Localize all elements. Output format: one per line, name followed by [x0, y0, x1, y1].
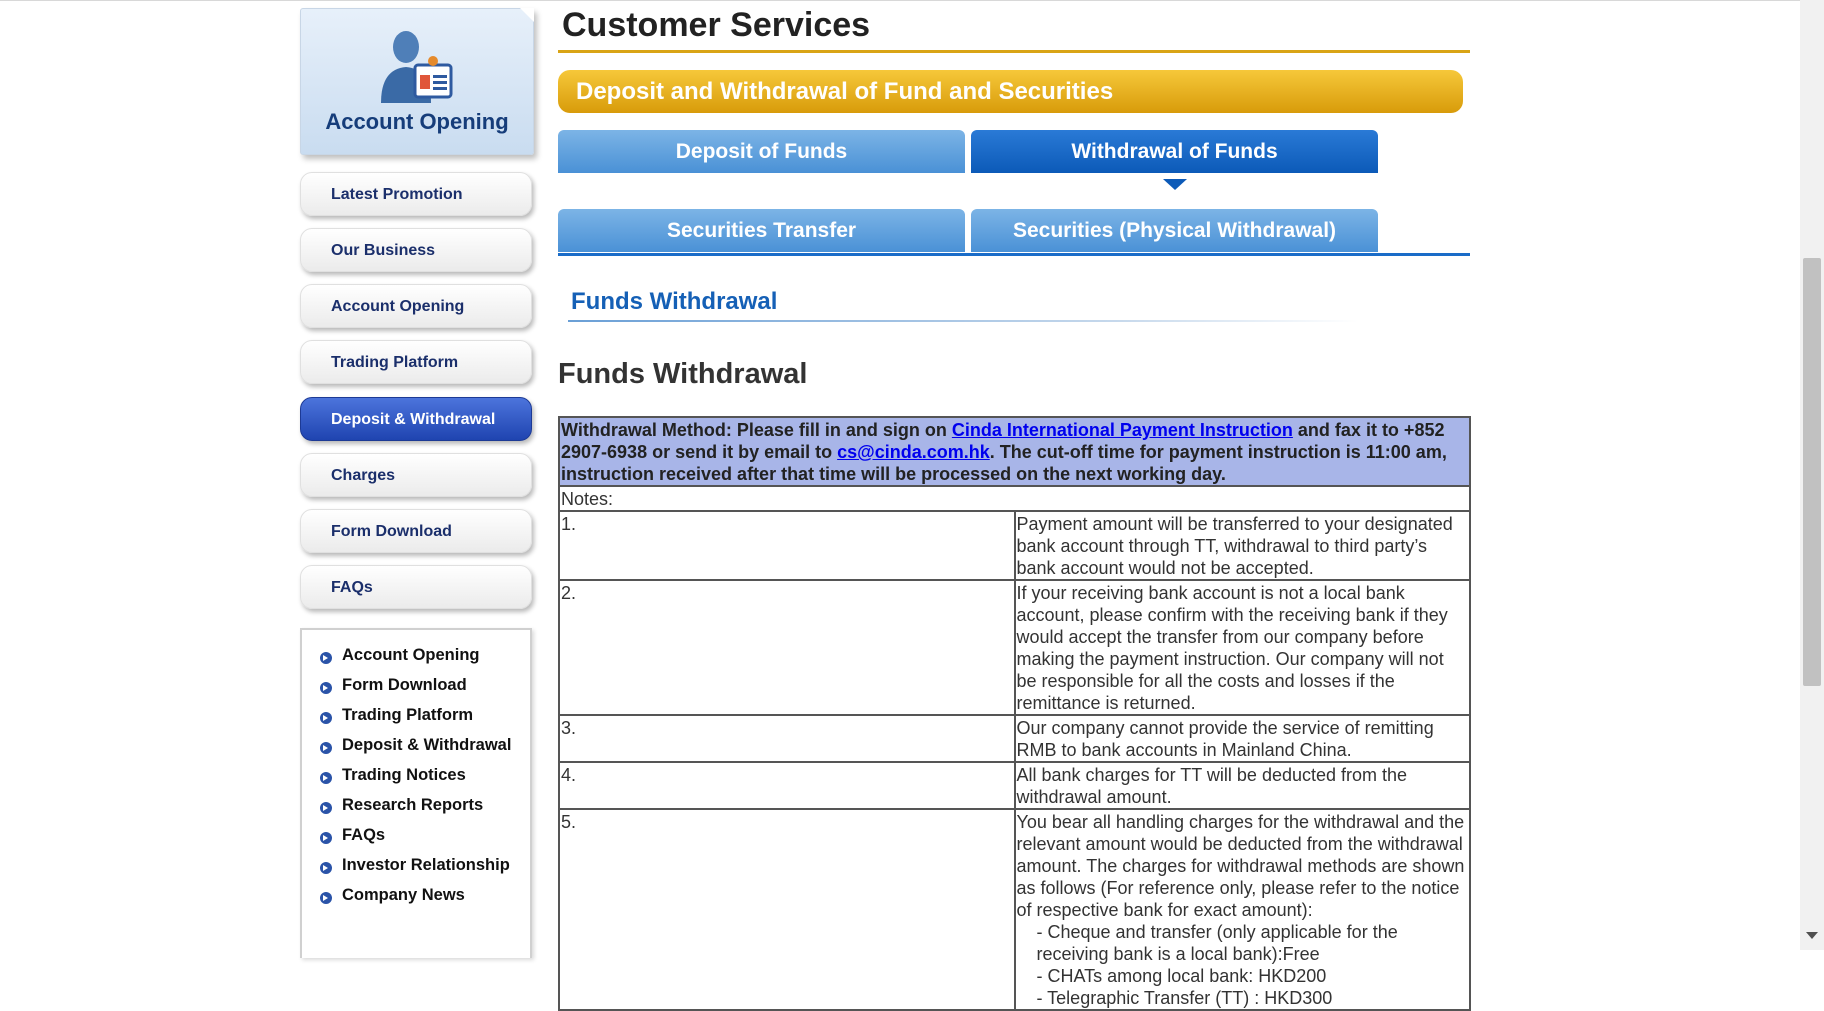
top-border [0, 0, 1824, 1]
note-row [559, 580, 1470, 715]
quick-link-investor-relationship[interactable] [320, 856, 510, 878]
tab-withdrawal-of-funds[interactable]: Withdrawal of Funds [971, 130, 1378, 173]
arrow-bullet-icon [320, 892, 332, 904]
nav-our-business[interactable]: Our Business [300, 228, 532, 272]
arrow-bullet-icon [320, 682, 332, 694]
nav-charges[interactable]: Charges [300, 453, 532, 497]
nav-form-download[interactable]: Form Download [300, 509, 532, 553]
quick-link-trading-platform[interactable] [320, 706, 473, 728]
quick-links-box [300, 628, 532, 958]
tab-securities-transfer[interactable]: Securities Transfer [558, 209, 965, 252]
arrow-bullet-icon [320, 802, 332, 814]
quick-link-label: Deposit & Withdrawal [342, 736, 512, 754]
quick-link-label: Trading Platform [342, 706, 474, 724]
section-title: Funds Withdrawal [571, 288, 778, 315]
nav-faqs[interactable]: FAQs [300, 565, 532, 609]
note-number: 2. [559, 580, 1015, 715]
note-number: 5. [559, 809, 1015, 1010]
scrollbar-thumb[interactable] [1803, 258, 1821, 686]
withdrawal-notes-table [558, 416, 1471, 1011]
tab-divider [558, 253, 1470, 256]
charge-line-chats: - CHATs among local bank: HKD200 [1036, 966, 1327, 986]
arrow-bullet-icon [320, 832, 332, 844]
payment-instruction-link[interactable]: Cinda International Payment Instruction [951, 420, 1293, 440]
content-heading: Funds Withdrawal [558, 358, 808, 390]
account-person-icon [373, 25, 463, 105]
account-opening-box[interactable] [300, 8, 534, 155]
quick-link-research-reports[interactable] [320, 796, 483, 818]
account-opening-label: Account Opening [325, 109, 509, 134]
notes-label: Notes: [559, 486, 1470, 511]
corner-fold [520, 8, 534, 22]
quick-link-faqs[interactable] [320, 826, 385, 848]
nav-account-opening[interactable]: Account Opening [300, 284, 532, 328]
section-divider [568, 320, 1358, 322]
tab-securities-physical-withdrawal[interactable]: Securities (Physical Withdrawal) [971, 209, 1378, 252]
active-tab-indicator-icon [1163, 179, 1187, 190]
note-number: 3. [559, 715, 1015, 762]
title-divider [558, 50, 1470, 53]
note-row [559, 762, 1470, 809]
note-text: If your receiving bank account is not a local bank account, please confirm with the receiving bank if they would accept the transfer from our company before making the payment instruction. Our company will not be responsible for all the costs and losses if the remittance is returned. [1015, 580, 1471, 715]
quick-link-label: Company News [342, 886, 465, 904]
note-text: Our company cannot provide the service of remitting RMB to bank accounts in Mainland China. [1015, 715, 1471, 762]
nav-latest-promotion[interactable]: Latest Promotion [300, 172, 532, 216]
note-text-cell [1015, 809, 1471, 1010]
arrow-bullet-icon [320, 742, 332, 754]
page-title: Customer Services [562, 6, 871, 44]
method-text: Withdrawal Method: Please fill in and sign on [561, 420, 952, 440]
nav-trading-platform[interactable]: Trading Platform [300, 340, 532, 384]
quick-link-form-download[interactable] [320, 676, 467, 698]
nav-deposit-withdrawal[interactable]: Deposit & Withdrawal [300, 397, 532, 441]
arrow-bullet-icon [320, 772, 332, 784]
note-row [559, 715, 1470, 762]
quick-link-label: Account Opening [342, 646, 480, 664]
charge-line-cheque: - Cheque and transfer (only applicable for the receiving bank is a local bank):Free [1036, 922, 1398, 964]
note-text: All bank charges for TT will be deducted from the withdrawal amount. [1015, 762, 1471, 809]
quick-link-trading-notices[interactable] [320, 766, 466, 788]
note-text: You bear all handling charges for the withdrawal and the relevant amount would be deducted from the withdrawal amount. The charges for withdrawal methods are shown as follows (For reference only, please refer to the notice of respective bank for exact amount): [1016, 812, 1465, 920]
arrow-bullet-icon [320, 712, 332, 724]
tab-deposit-of-funds[interactable]: Deposit of Funds [558, 130, 965, 173]
quick-link-label: Research Reports [342, 796, 484, 814]
arrow-bullet-icon [320, 862, 332, 874]
quick-link-label: Investor Relationship [342, 856, 510, 874]
withdrawal-method-cell [559, 417, 1470, 486]
note-text: Payment amount will be transferred to your designated bank account through TT, withdrawal to third party’s bank account would not be accepted. [1015, 511, 1471, 580]
note-number: 1. [559, 511, 1015, 580]
scroll-down-arrow-icon[interactable] [1806, 932, 1818, 939]
note-row [559, 809, 1470, 1010]
method-text: and fax it to +852 2907-6938 or send it by email to [561, 420, 1445, 462]
method-row [559, 417, 1470, 486]
note-number: 4. [559, 762, 1015, 809]
quick-link-label: Form Download [342, 676, 467, 694]
notes-label-row [559, 486, 1470, 511]
quick-link-label: FAQs [342, 826, 386, 844]
section-banner: Deposit and Withdrawal of Fund and Securities [558, 70, 1463, 113]
quick-link-account-opening[interactable] [320, 646, 480, 668]
quick-link-deposit-withdrawal[interactable] [320, 736, 511, 758]
method-text: . The cut-off time for payment instruction is 11:00 am, instruction received after that time will be processed on the next working day. [561, 442, 1447, 484]
quick-link-company-news[interactable] [320, 886, 465, 908]
note-row [559, 511, 1470, 580]
arrow-bullet-icon [320, 652, 332, 664]
charge-line-tt: - Telegraphic Transfer (TT) : HKD300 [1036, 988, 1333, 1008]
email-link[interactable]: cs@cinda.com.hk [837, 442, 990, 462]
quick-link-label: Trading Notices [342, 766, 466, 784]
